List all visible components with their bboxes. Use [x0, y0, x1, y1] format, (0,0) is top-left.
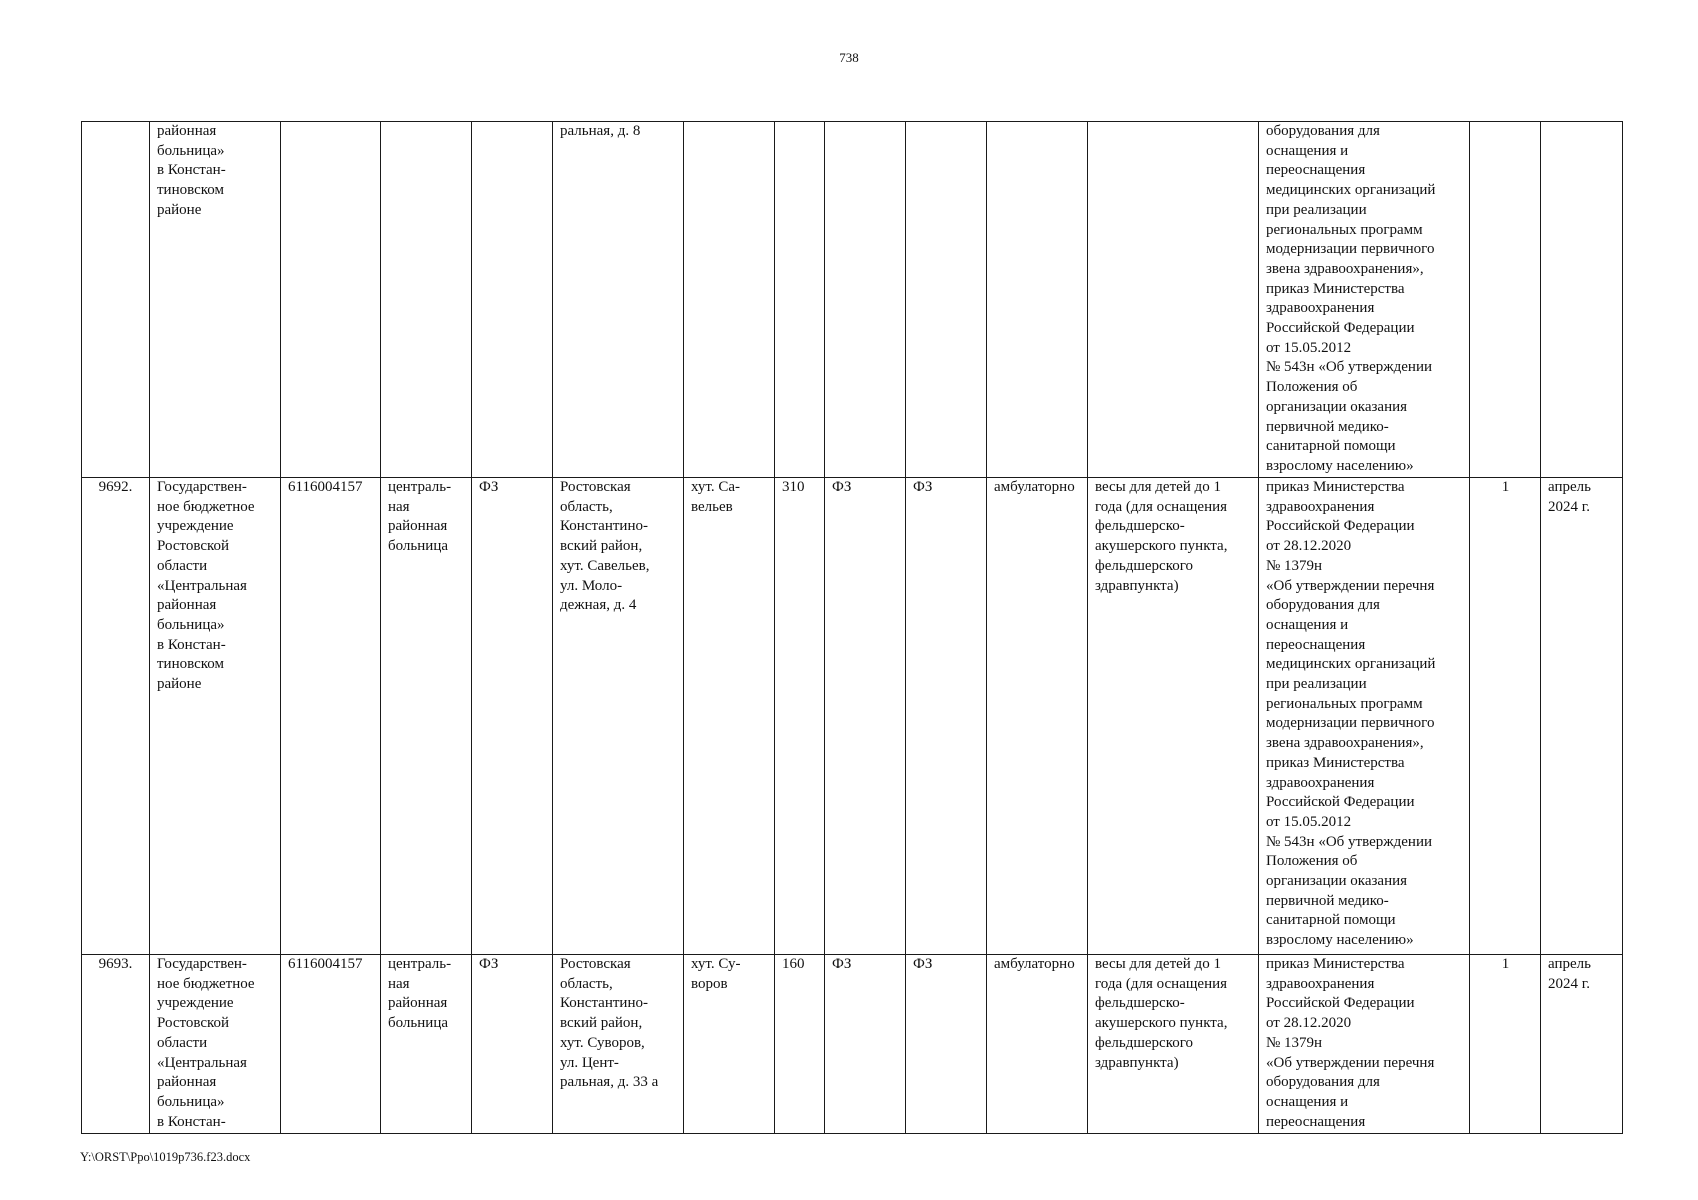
cell-number	[82, 122, 150, 478]
equipment-table	[81, 121, 1623, 1134]
cell-form: амбулаторно	[987, 478, 1088, 955]
file-path-footer: Y:\ORST\Ppo\1019p736.f23.docx	[80, 1150, 251, 1164]
table-row	[82, 955, 1623, 1134]
cell-c9	[906, 122, 987, 478]
cell-form	[987, 122, 1088, 478]
cell-c4: ФЗ	[472, 955, 553, 1134]
cell-population	[775, 122, 825, 478]
cell-equipment	[1088, 122, 1259, 478]
table-row	[82, 478, 1623, 955]
cell-quantity: 1	[1470, 955, 1541, 1134]
cell-address: Ростовская область, Константино- вский район, хут. Савельев, ул. Моло- дежная, д. 4	[553, 478, 684, 955]
cell-c8	[825, 122, 906, 478]
cell-inn: 6116004157	[281, 478, 381, 955]
cell-population: 160	[775, 955, 825, 1134]
cell-c4: ФЗ	[472, 478, 553, 955]
cell-quantity	[1470, 122, 1541, 478]
cell-date: апрель 2024 г.	[1541, 955, 1623, 1134]
cell-locality: хут. Са- вельев	[684, 478, 775, 955]
cell-legal-basis: приказ Министерства здравоохранения Российской Федерации от 28.12.2020 № 1379н «Об утверждении перечня оборудования для оснащения и переоснащения медицинских организаций при реализации региональных программ модернизации первичного звена здравоохранения», приказ Министерства здравоохранения Российской Федерации от 15.05.2012 № 543н «Об утверждении Положения об организации оказания первичной медико- санитарной помощи взрослому населению»	[1259, 478, 1470, 955]
cell-legal-basis: оборудования для оснащения и переоснащения медицинских организаций при реализации региональных программ модернизации первичного звена здравоохранения», приказ Министерства здравоохранения Российской Федерации от 15.05.2012 № 543н «Об утверждении Положения об организации оказания первичной медико- санитарной помощи взрослому населению»	[1259, 122, 1470, 478]
cell-address: Ростовская область, Константино- вский район, хут. Суворов, ул. Цент- ральная, д. 33 а	[553, 955, 684, 1134]
cell-form: амбулаторно	[987, 955, 1088, 1134]
cell-legal-basis: приказ Министерства здравоохранения Российской Федерации от 28.12.2020 № 1379н «Об утверждении перечня оборудования для оснащения и переоснащения	[1259, 955, 1470, 1134]
cell-equipment: весы для детей до 1 года (для оснащения фельдшерско- акушерского пункта, фельдшерского здравпункта)	[1088, 478, 1259, 955]
cell-org-type	[381, 122, 472, 478]
cell-date	[1541, 122, 1623, 478]
cell-c8: ФЗ	[825, 478, 906, 955]
cell-number: 9693.	[82, 955, 150, 1134]
cell-organization: Государствен- ное бюджетное учреждение Ростовской области «Центральная районная больница» в Констан-	[150, 955, 281, 1134]
cell-inn: 6116004157	[281, 955, 381, 1134]
cell-c9: ФЗ	[906, 955, 987, 1134]
cell-c8: ФЗ	[825, 955, 906, 1134]
cell-inn	[281, 122, 381, 478]
cell-locality	[684, 122, 775, 478]
cell-date: апрель 2024 г.	[1541, 478, 1623, 955]
page-number: 738	[839, 50, 859, 65]
cell-population: 310	[775, 478, 825, 955]
cell-quantity: 1	[1470, 478, 1541, 955]
cell-address: ральная, д. 8	[553, 122, 684, 478]
cell-organization: Государствен- ное бюджетное учреждение Ростовской области «Центральная районная больница» в Констан- тиновском районе	[150, 478, 281, 955]
cell-c9: ФЗ	[906, 478, 987, 955]
cell-number: 9692.	[82, 478, 150, 955]
cell-locality: хут. Су- воров	[684, 955, 775, 1134]
cell-equipment: весы для детей до 1 года (для оснащения фельдшерско- акушерского пункта, фельдшерского здравпункта)	[1088, 955, 1259, 1134]
cell-org-type: централь- ная районная больница	[381, 478, 472, 955]
cell-org-type: централь- ная районная больница	[381, 955, 472, 1134]
cell-c4	[472, 122, 553, 478]
cell-organization: районная больница» в Констан- тиновском районе	[150, 122, 281, 478]
table-row	[82, 122, 1623, 478]
